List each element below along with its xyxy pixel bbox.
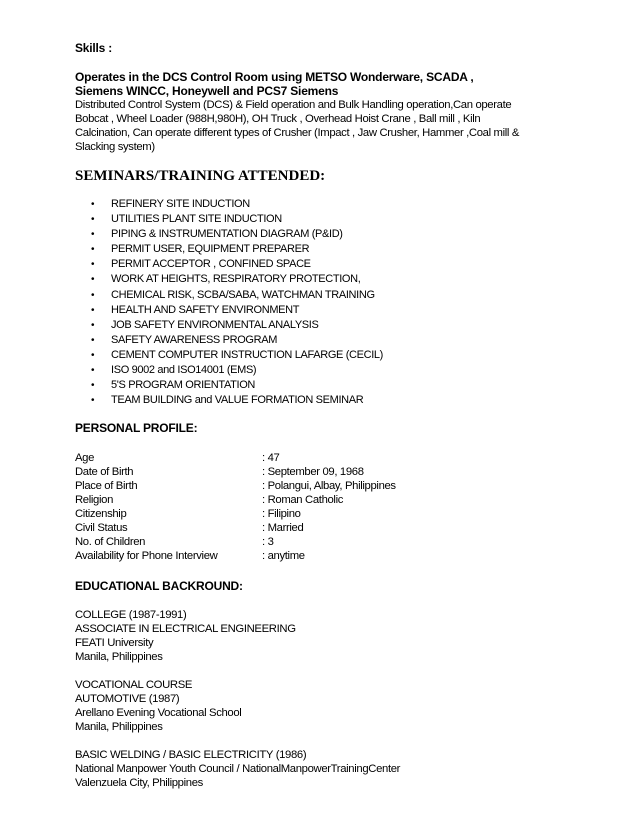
profile-label: No. of Children: [75, 536, 146, 549]
education-line: Valenzuela City, Philippines: [75, 777, 203, 790]
list-item: [75, 378, 605, 393]
skills-desc-line: Slacking system): [75, 141, 155, 153]
table-row: [75, 493, 605, 507]
profile-label: Civil Status: [75, 522, 128, 535]
profile-label: Age: [75, 452, 95, 465]
profile-heading: PERSONAL PROFILE:: [75, 421, 198, 436]
list-item: [75, 227, 605, 242]
resume-page: [75, 40, 605, 804]
list-item: [75, 348, 605, 363]
profile-value: : Married: [262, 522, 304, 535]
education-line: Arellano Evening Vocational School: [75, 707, 242, 720]
table-row: [75, 521, 605, 535]
seminar-item: JOB SAFETY ENVIRONMENTAL ANALYSIS: [111, 318, 319, 331]
education-line: Manila, Philippines: [75, 721, 163, 734]
profile-value: : 3: [262, 536, 274, 549]
table-row: [75, 479, 605, 493]
education-entry: [75, 678, 605, 734]
skills-desc-line: Calcination, Can operate different types of Crusher (Impact , Jaw Crusher, Hammer ,Coal mill &: [75, 127, 520, 139]
seminar-item: SAFETY AWARENESS PROGRAM: [111, 333, 278, 346]
table-row: [75, 507, 605, 521]
education-heading: EDUCATIONAL BACKROUND:: [75, 579, 243, 594]
bullet-icon: •: [91, 289, 95, 301]
seminar-item: WORK AT HEIGHTS, RESPIRATORY PROTECTION,: [111, 273, 361, 286]
profile-value: : Filipino: [262, 508, 301, 521]
list-item: [75, 197, 605, 212]
skills-heading: Skills :: [75, 41, 113, 55]
education-line: VOCATIONAL COURSE: [75, 679, 193, 692]
education-line: FEATI University: [75, 637, 154, 650]
seminar-item: 5'S PROGRAM ORIENTATION: [111, 379, 255, 392]
seminar-item: PERMIT USER, EQUIPMENT PREPARER: [111, 243, 310, 256]
education-line: BASIC WELDING / BASIC ELECTRICITY (1986): [75, 749, 307, 762]
seminar-item: TEAM BUILDING and VALUE FORMATION SEMINAR: [111, 394, 364, 407]
list-item: [75, 272, 605, 287]
bullet-icon: •: [91, 365, 95, 377]
bullet-icon: •: [91, 229, 95, 241]
seminar-item: UTILITIES PLANT SITE INDUCTION: [111, 213, 282, 226]
skills-summary: [75, 70, 605, 154]
list-item: [75, 363, 605, 378]
profile-value: : Roman Catholic: [262, 494, 344, 507]
seminar-item: PERMIT ACCEPTOR , CONFINED SPACE: [111, 258, 311, 271]
list-item: [75, 318, 605, 333]
education-line: AUTOMOTIVE (1987): [75, 693, 180, 706]
education-line: National Manpower Youth Council / NationalManpowerTrainingCenter: [75, 763, 401, 776]
table-row: [75, 451, 605, 465]
bullet-icon: •: [91, 259, 95, 271]
bullet-icon: •: [91, 319, 95, 331]
bullet-icon: •: [91, 214, 95, 226]
education-list: [75, 608, 605, 790]
list-item: [75, 257, 605, 272]
profile-label: Place of Birth: [75, 480, 138, 493]
skills-desc-line: Bobcat , Wheel Loader (988H,980H), OH Truck , Overhead Hoist Crane , Ball mill , Kiln: [75, 113, 481, 125]
seminar-item: ISO 9002 and ISO14001 (EMS): [111, 364, 257, 377]
education-line: ASSOCIATE IN ELECTRICAL ENGINEERING: [75, 623, 296, 636]
education-line: COLLEGE (1987-1991): [75, 609, 187, 622]
skills-subtitle-line-2: Siemens WINCC, Honeywell and PCS7 Siemens: [75, 84, 339, 98]
profile-value: : Polangui, Albay, Philippines: [262, 480, 396, 493]
table-row: [75, 535, 605, 549]
profile-value: : September 09, 1968: [262, 466, 364, 479]
education-entry: [75, 748, 605, 790]
list-item: [75, 242, 605, 257]
skills-subtitle-line-1: Operates in the DCS Control Room using METSO Wonderware, SCADA ,: [75, 70, 474, 84]
profile-value: : anytime: [262, 550, 305, 563]
education-line: Manila, Philippines: [75, 651, 163, 664]
profile-label: Citizenship: [75, 508, 127, 521]
profile-value: : 47: [262, 452, 280, 465]
skills-desc-line: Distributed Control System (DCS) & Field operation and Bulk Handling operation,Can operate: [75, 99, 512, 111]
profile-label: Availability for Phone Interview: [75, 550, 218, 563]
bullet-icon: •: [91, 304, 95, 316]
bullet-icon: •: [91, 199, 95, 210]
list-item: [75, 393, 605, 408]
seminar-item: REFINERY SITE INDUCTION: [111, 198, 250, 210]
seminar-item: CHEMICAL RISK, SCBA/SABA, WATCHMAN TRAINING: [111, 288, 375, 301]
list-item: [75, 333, 605, 348]
bullet-icon: •: [91, 274, 95, 286]
bullet-icon: •: [91, 395, 95, 407]
seminar-item: HEALTH AND SAFETY ENVIRONMENT: [111, 303, 300, 316]
education-entry: [75, 608, 605, 664]
seminars-list: [75, 197, 605, 408]
list-item: [75, 303, 605, 318]
profile-table: [75, 451, 605, 563]
seminars-heading: SEMINARS/TRAINING ATTENDED:: [75, 168, 326, 184]
seminar-item: CEMENT COMPUTER INSTRUCTION LAFARGE (CECIL): [111, 348, 383, 361]
seminar-item: PIPING & INSTRUMENTATION DIAGRAM (P&ID): [111, 228, 343, 241]
bullet-icon: •: [91, 244, 95, 256]
list-item: [75, 212, 605, 227]
table-row: [75, 549, 605, 563]
list-item: [75, 288, 605, 303]
bullet-icon: •: [91, 380, 95, 392]
profile-label: Religion: [75, 494, 114, 507]
table-row: [75, 465, 605, 479]
bullet-icon: •: [91, 334, 95, 346]
profile-label: Date of Birth: [75, 466, 134, 479]
bullet-icon: •: [91, 349, 95, 361]
